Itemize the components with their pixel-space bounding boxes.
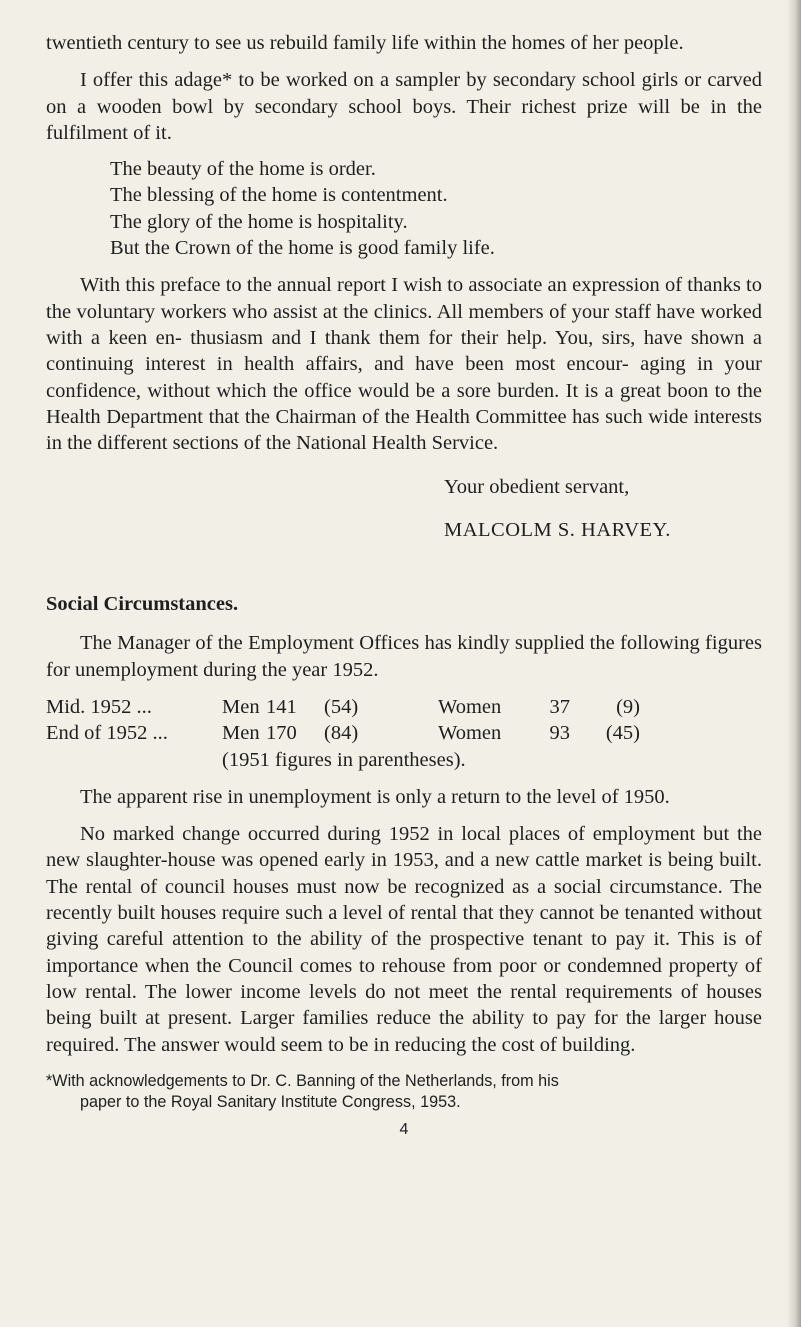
women-previous: (9) (616, 695, 640, 718)
women-value: 37 (549, 695, 570, 718)
closing-line: Your obedient servant, (444, 476, 630, 499)
adage-line: The blessing of the home is contentment. (110, 184, 448, 207)
women-label: Women (438, 722, 502, 745)
women-label: Women (438, 695, 502, 718)
footnote (46, 1071, 762, 1113)
intro-paragraph-1: twentieth century to see us rebuild family life within the homes of her people. (46, 32, 684, 54)
signature: MALCOLM S. HARVEY. (444, 518, 671, 541)
intro-paragraph-3: With this preface to the annual report I wish to associate an expression of thanks to the voluntary workers who assist at the clinics. All members of your staff have worked with a keen en- thusiasm and I thank them for their help. You, sirs, have shown a continuing interest in health affairs, and have been most encour- aging in your confidence, without which the office would be a sore burden. It is a great boon to the Health Department that the Chairman of the Health Committee has such wide interests in the different sections of the National Health Service. (46, 274, 762, 455)
women-value: 93 (549, 722, 570, 745)
unemployment-table (46, 694, 640, 747)
document-page (46, 30, 762, 1143)
men-previous: (84) (324, 722, 359, 745)
social-paragraph-2: The apparent rise in unemployment is only a return to the level of 1950. (80, 785, 670, 808)
footnote-line: *With acknowledgements to Dr. C. Banning of the Netherlands, from his (46, 1071, 559, 1090)
adage-block (110, 156, 762, 261)
men-value: 170 (266, 722, 297, 745)
men-value: 141 (266, 695, 297, 718)
footnote-line: paper to the Royal Sanitary Institute Congress, 1953. (80, 1092, 461, 1111)
table-row (46, 720, 640, 746)
men-label: Men (222, 722, 260, 745)
row-label: End of 1952 ... (46, 722, 168, 745)
adage-line: But the Crown of the home is good family life. (110, 237, 495, 260)
table-note: (1951 figures in parentheses). (222, 748, 466, 771)
row-label: Mid. 1952 ... (46, 695, 152, 718)
intro-paragraph-2: I offer this adage* to be worked on a sampler by secondary school girls or carved on a wooden bowl by secondary school boys. Their richest prize will be in the fulfilment of it. (46, 69, 762, 144)
adage-line: The beauty of the home is order. (110, 158, 376, 181)
men-previous: (54) (324, 695, 359, 718)
social-paragraph-3: No marked change occurred during 1952 in local places of employment but the new slaughter-house was opened early in 1953, and a new cattle market is being built. The rental of council houses must now be recognized as a social circumstance. The recently built houses require such a level of rental that they cannot be tenanted without giving careful attention to the ability of the prospective tenant to pay it. This is of importance when the Council comes to rehouse from poor or condemned property of low rental. The lower income levels do not meet the rental requirements of houses being built at present. Larger families reduce the ability to pay for the larger house required. The answer would seem to be in reducing the cost of building. (46, 823, 762, 1056)
adage-line: The glory of the home is hospitality. (110, 210, 408, 233)
page-edge-shadow (787, 0, 801, 1327)
men-label: Men (222, 695, 260, 718)
social-paragraph-1: The Manager of the Employment Offices has kindly supplied the following figures for unemployment during the year 1952. (46, 632, 762, 681)
page-number: 4 (399, 1120, 409, 1138)
section-heading: Social Circumstances. (46, 593, 239, 616)
table-row (46, 694, 640, 720)
women-previous: (45) (605, 722, 640, 745)
